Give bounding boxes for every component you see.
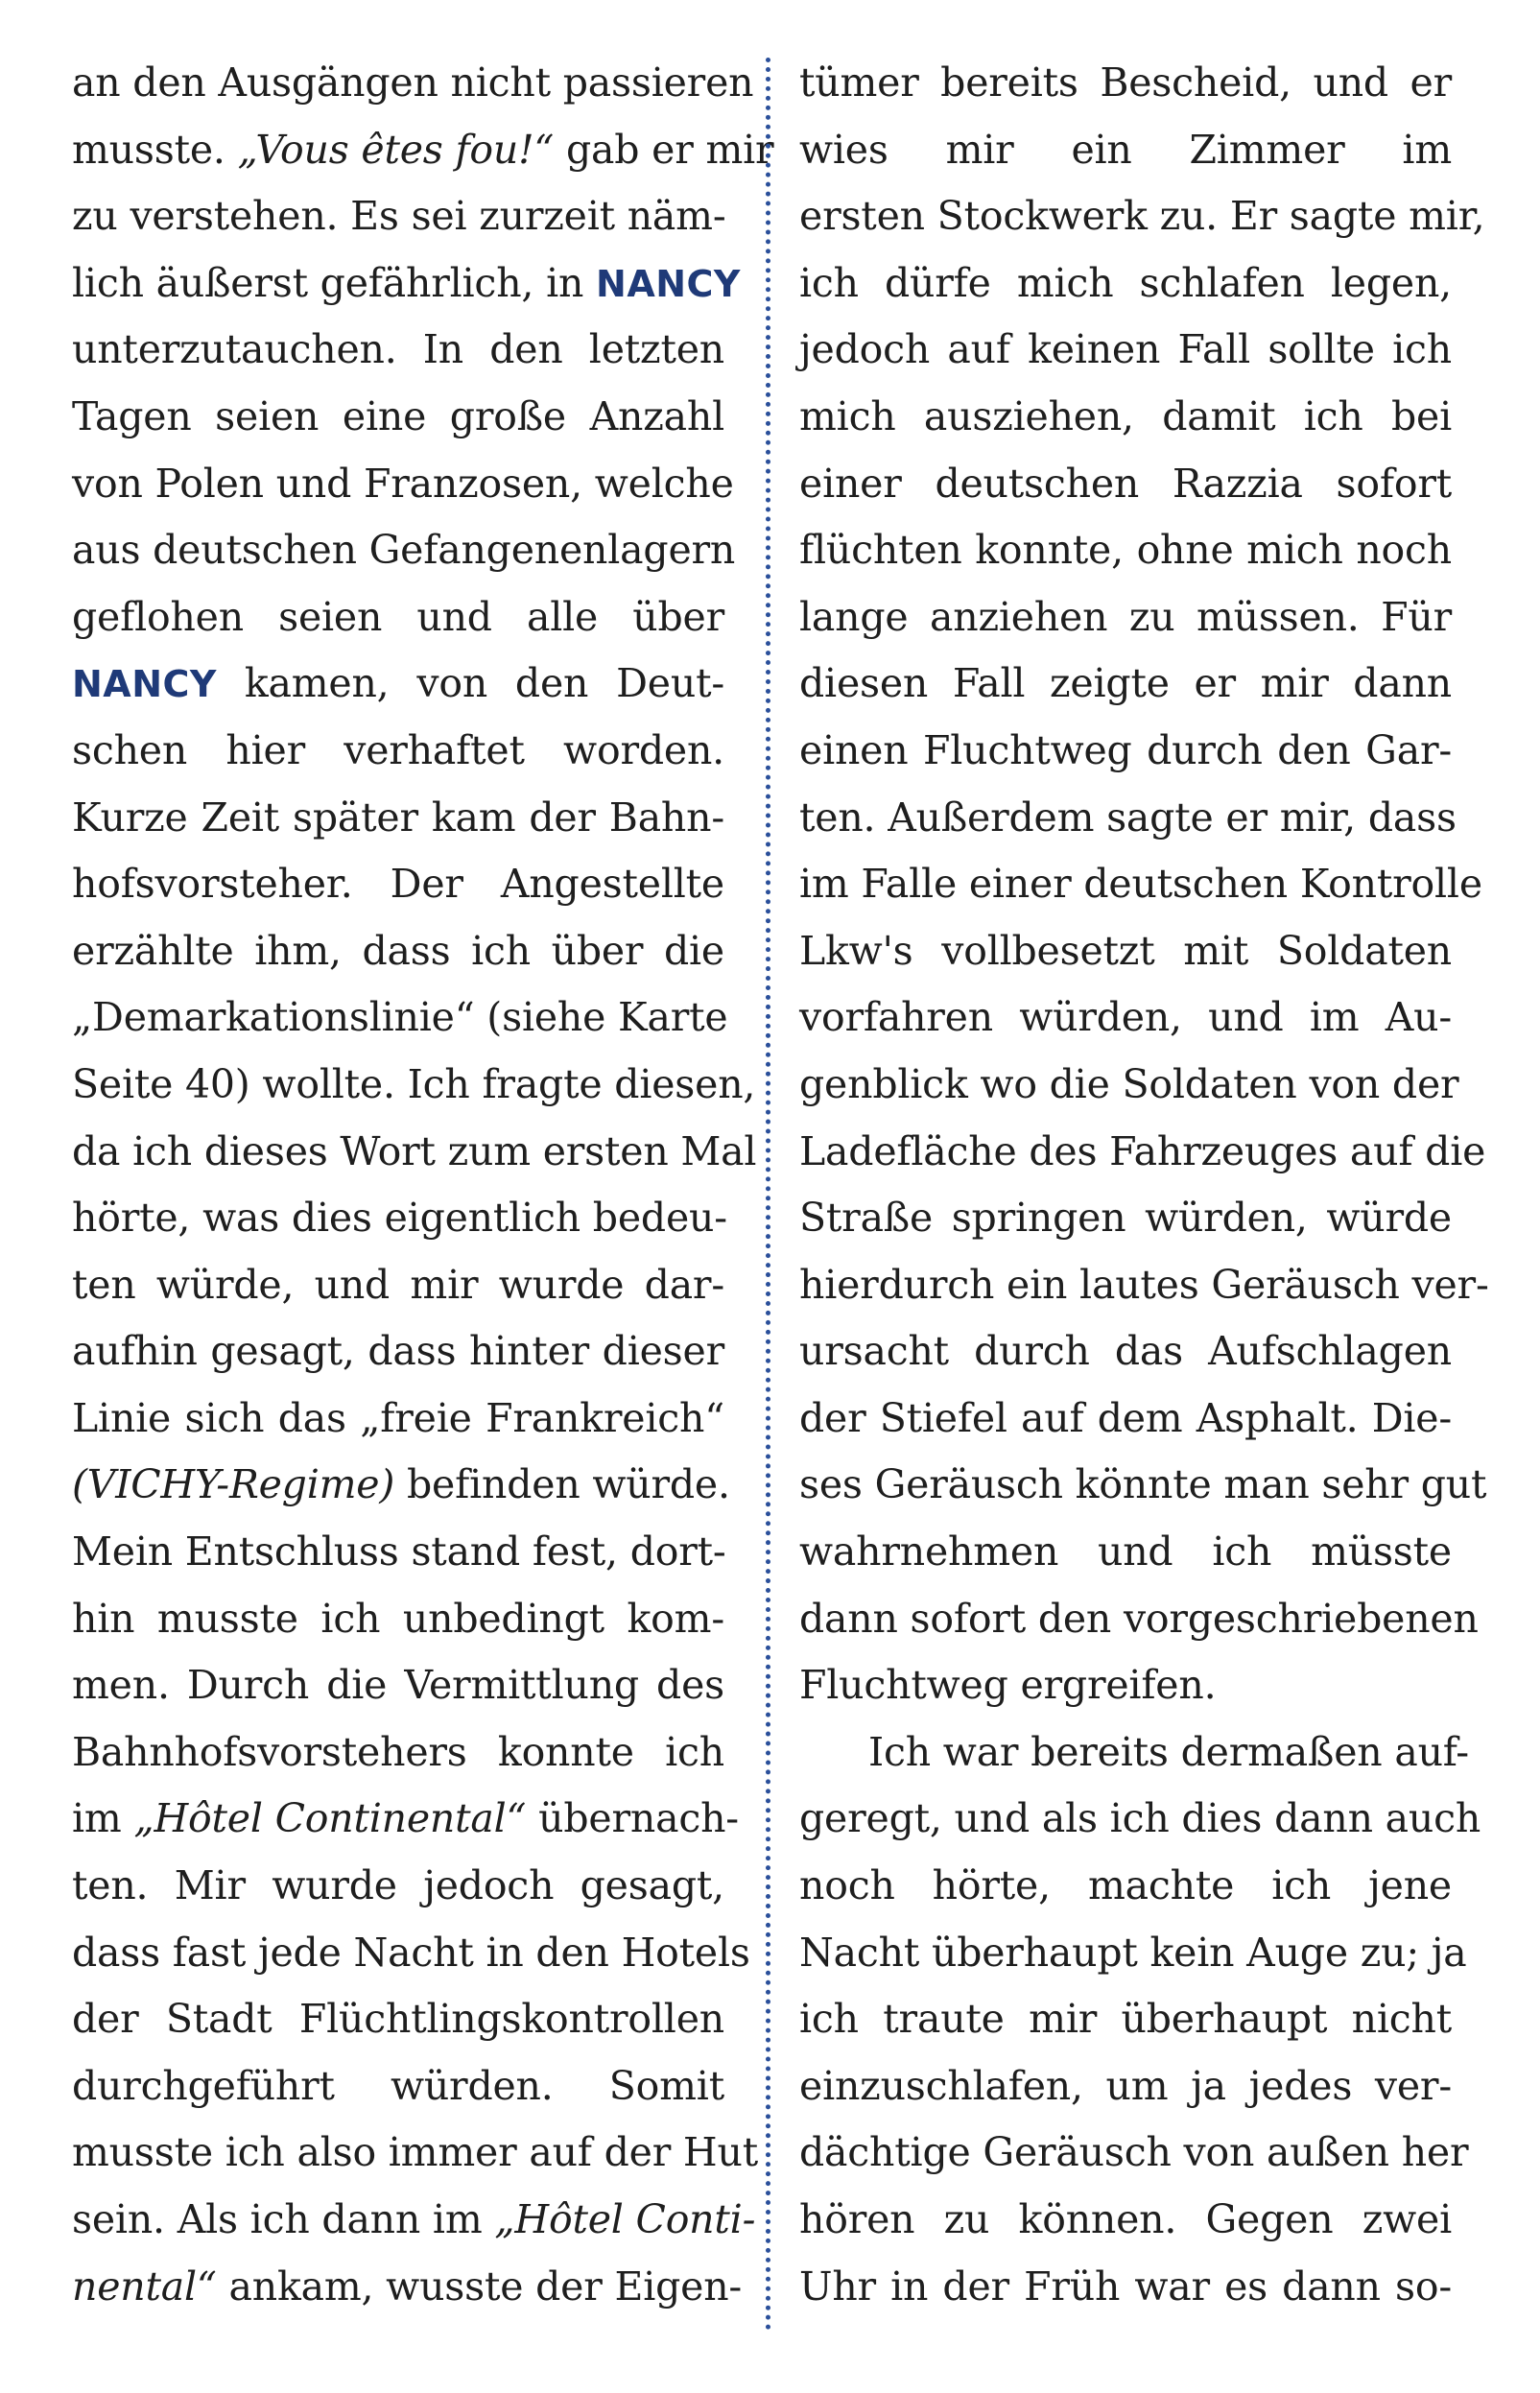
text-line (72, 1652, 724, 1719)
text-segment: Seite 40) wollte. Ich fragte diesen, (72, 1060, 756, 1107)
text-line (72, 1185, 727, 1252)
text-line (72, 2254, 743, 2321)
text-line (799, 384, 1452, 451)
text-segment: unterzutauchen. In den letzten (72, 326, 724, 373)
text-line (72, 117, 774, 184)
text-segment: dass fast jede Nacht in den Hotels (72, 1929, 750, 1976)
text-segment: schen hier verhaftet worden. (72, 726, 724, 773)
text-segment: Lkw's vollbesetzt mit Soldaten (799, 927, 1452, 974)
text-line (72, 651, 724, 718)
text-segment: ersten Stockwerk zu. Er sagte mir, (799, 193, 1485, 240)
text-segment: hörte, was dies eigentlich bedeu- (72, 1195, 727, 1242)
text-line (799, 1853, 1452, 1920)
text-line (72, 2120, 758, 2187)
text-segment: ursacht durch das Aufschlagen (799, 1328, 1452, 1375)
text-segment: diesen Fall zeigte er mir dann (799, 660, 1452, 707)
text-line (72, 918, 724, 985)
italic-text: nental“ (72, 2263, 217, 2310)
text-line (72, 1052, 756, 1119)
text-segment: jedoch auf keinen Fall sollte ich (799, 326, 1452, 373)
column-divider (766, 58, 770, 2332)
text-line (72, 2053, 724, 2121)
text-segment: durchgeführt würden. Somit (72, 2062, 724, 2109)
text-line (799, 1119, 1486, 1186)
text-line (799, 2187, 1452, 2254)
italic-text: „Hôtel Conti- (494, 2196, 756, 2242)
text-segment: geregt, und als ich dies dann auch (799, 1795, 1481, 1842)
text-line (799, 1386, 1452, 1453)
text-line (799, 1519, 1452, 1586)
text-segment: vorfahren würden, und im Au- (799, 994, 1452, 1041)
text-line (72, 317, 724, 384)
text-segment: Ladefläche des Fahrzeuges auf die (799, 1127, 1486, 1174)
text-segment: im Falle einer deutschen Kontrolle (799, 861, 1482, 908)
text-line (72, 1318, 724, 1386)
text-segment: einen Fluchtweg durch den Gar- (799, 726, 1452, 773)
text-segment: musste. (72, 126, 238, 173)
text-line (799, 718, 1452, 785)
italic-text: (VICHY-Regime) (72, 1461, 395, 1508)
text-segment: flüchten konnte, ohne mich noch (799, 527, 1452, 574)
text-line (799, 50, 1452, 117)
text-line (72, 1586, 724, 1653)
text-segment: tümer bereits Bescheid, und er (799, 59, 1452, 106)
place-name: NANCY (72, 663, 217, 706)
text-line (799, 1652, 1452, 1719)
text-line (799, 1052, 1459, 1119)
text-segment: Bahnhofsvorstehers konnte ich (72, 1728, 724, 1775)
text-line (799, 1786, 1481, 1853)
text-line (799, 2053, 1452, 2121)
text-line (72, 1986, 724, 2053)
text-line (72, 718, 724, 785)
text-segment: aus deutschen Gefangenenlagern (72, 527, 736, 574)
text-segment: lange anziehen zu müssen. Für (799, 593, 1452, 640)
text-segment: Ich war bereits dermaßen auf- (868, 1728, 1469, 1775)
text-segment: im (72, 1795, 134, 1842)
text-segment: befinden würde. (394, 1461, 730, 1508)
text-segment: ich dürfe mich schlafen legen, (799, 259, 1452, 306)
text-line (799, 183, 1485, 250)
text-segment: Linie sich das „freie Frankreich“ (72, 1394, 724, 1441)
text-segment: hören zu können. Gegen zwei (799, 2196, 1452, 2242)
text-line (72, 785, 724, 852)
text-line (799, 785, 1457, 852)
text-segment: geflohen seien und alle über (72, 593, 724, 640)
text-segment: Uhr in der Früh war es dann so- (799, 2263, 1452, 2310)
text-segment: erzählte ihm, dass ich über die (72, 927, 724, 974)
text-line (72, 1519, 724, 1586)
text-segment: genblick wo die Soldaten von der (799, 1060, 1459, 1107)
text-segment: sein. Als ich dann im (72, 2196, 495, 2242)
text-line (799, 1986, 1452, 2053)
text-line (799, 317, 1452, 384)
text-line (72, 2187, 756, 2254)
text-segment: einzuschlafen, um ja jedes ver- (799, 2062, 1452, 2109)
text-line (799, 1185, 1452, 1252)
text-segment: ses Geräusch könnte man sehr gut (799, 1461, 1487, 1508)
text-segment: ten. Außerdem sagte er mir, dass (799, 794, 1457, 841)
text-segment: dann sofort den vorgeschriebenen (799, 1595, 1479, 1642)
text-segment: gab er mir (554, 126, 774, 173)
italic-text: „Vous êtes fou!“ (237, 126, 555, 173)
text-line (799, 918, 1452, 985)
text-line (72, 250, 741, 318)
italic-text: „Hôtel Continental“ (133, 1795, 527, 1842)
text-line (72, 451, 734, 518)
text-segment: hin musste ich unbedingt kom- (72, 1595, 724, 1642)
text-line (72, 1853, 724, 1920)
text-line (799, 250, 1452, 318)
text-line (799, 1586, 1479, 1653)
text-column-left (72, 50, 774, 2320)
text-line (72, 50, 754, 117)
text-line (72, 1119, 757, 1186)
text-segment: Mein Entschluss stand fest, dort- (72, 1528, 726, 1576)
text-segment: wahrnehmen und ich müsste (799, 1528, 1452, 1576)
text-segment: lich äußerst gefährlich, in (72, 259, 597, 306)
text-line (799, 451, 1452, 518)
text-line (72, 517, 736, 584)
text-line (72, 584, 724, 652)
text-segment: mich ausziehen, damit ich bei (799, 392, 1452, 439)
text-segment: übernach- (526, 1795, 739, 1842)
text-segment: Straße springen würden, würde (799, 1195, 1452, 1242)
text-segment: an den Ausgängen nicht passieren (72, 59, 754, 106)
text-segment: musste ich also immer auf der Hut (72, 2129, 758, 2176)
text-line (72, 1452, 730, 1519)
text-line (72, 851, 724, 918)
text-line (72, 183, 724, 250)
text-segment: der Stadt Flüchtlingskontrollen (72, 1996, 724, 2043)
text-line (799, 1452, 1487, 1519)
text-line (72, 1386, 724, 1453)
text-line (72, 1719, 724, 1787)
text-line (799, 584, 1452, 652)
text-segment: kamen, von den Deut- (216, 660, 724, 707)
text-line (799, 1318, 1452, 1386)
text-line (72, 1920, 750, 1987)
text-line (72, 1786, 739, 1853)
text-segment: ankam, wusste der Eigen- (216, 2263, 743, 2310)
text-segment: dächtige Geräusch von außen her (799, 2129, 1469, 2176)
text-line (72, 984, 728, 1052)
place-name: NANCY (596, 262, 741, 305)
text-segment: der Stiefel auf dem Asphalt. Die- (799, 1394, 1452, 1441)
text-line (799, 2120, 1469, 2187)
text-line (799, 1920, 1467, 1987)
text-line (799, 117, 1452, 184)
text-segment: Kurze Zeit später kam der Bahn- (72, 794, 724, 841)
text-segment: ten. Mir wurde jedoch gesagt, (72, 1862, 724, 1909)
text-segment: Tagen seien eine große Anzahl (72, 392, 724, 439)
text-line (799, 851, 1482, 918)
text-segment: wies mir ein Zimmer im (799, 126, 1452, 173)
text-segment: zu verstehen. Es sei zurzeit näm- (72, 193, 726, 240)
text-line (799, 517, 1452, 584)
text-line (72, 384, 724, 451)
text-column-right (799, 50, 1489, 2320)
text-segment: ich traute mir überhaupt nicht (799, 1996, 1452, 2043)
text-segment: men. Durch die Vermittlung des (72, 1662, 724, 1709)
text-line (799, 984, 1452, 1052)
text-segment: Fluchtweg ergreifen. (799, 1662, 1217, 1709)
text-segment: da ich dieses Wort zum ersten Mal (72, 1127, 757, 1174)
text-line (799, 651, 1452, 718)
text-line (799, 1252, 1489, 1319)
text-segment: hofsvorsteher. Der Angestellte (72, 861, 724, 908)
text-segment: ten würde, und mir wurde dar- (72, 1261, 724, 1308)
text-segment: „Demarkationslinie“ (siehe Karte (72, 994, 728, 1041)
text-segment: Nacht überhaupt kein Auge zu; ja (799, 1929, 1467, 1976)
text-line (799, 2254, 1452, 2321)
text-line (799, 1719, 1469, 1787)
text-segment: aufhin gesagt, dass hinter dieser (72, 1328, 724, 1375)
text-line (72, 1252, 724, 1319)
text-segment: einer deutschen Razzia sofort (799, 460, 1452, 507)
text-segment: noch hörte, machte ich jene (799, 1862, 1452, 1909)
text-segment: von Polen und Franzosen, welche (72, 460, 734, 507)
text-segment: hierdurch ein lautes Geräusch ver- (799, 1261, 1489, 1308)
